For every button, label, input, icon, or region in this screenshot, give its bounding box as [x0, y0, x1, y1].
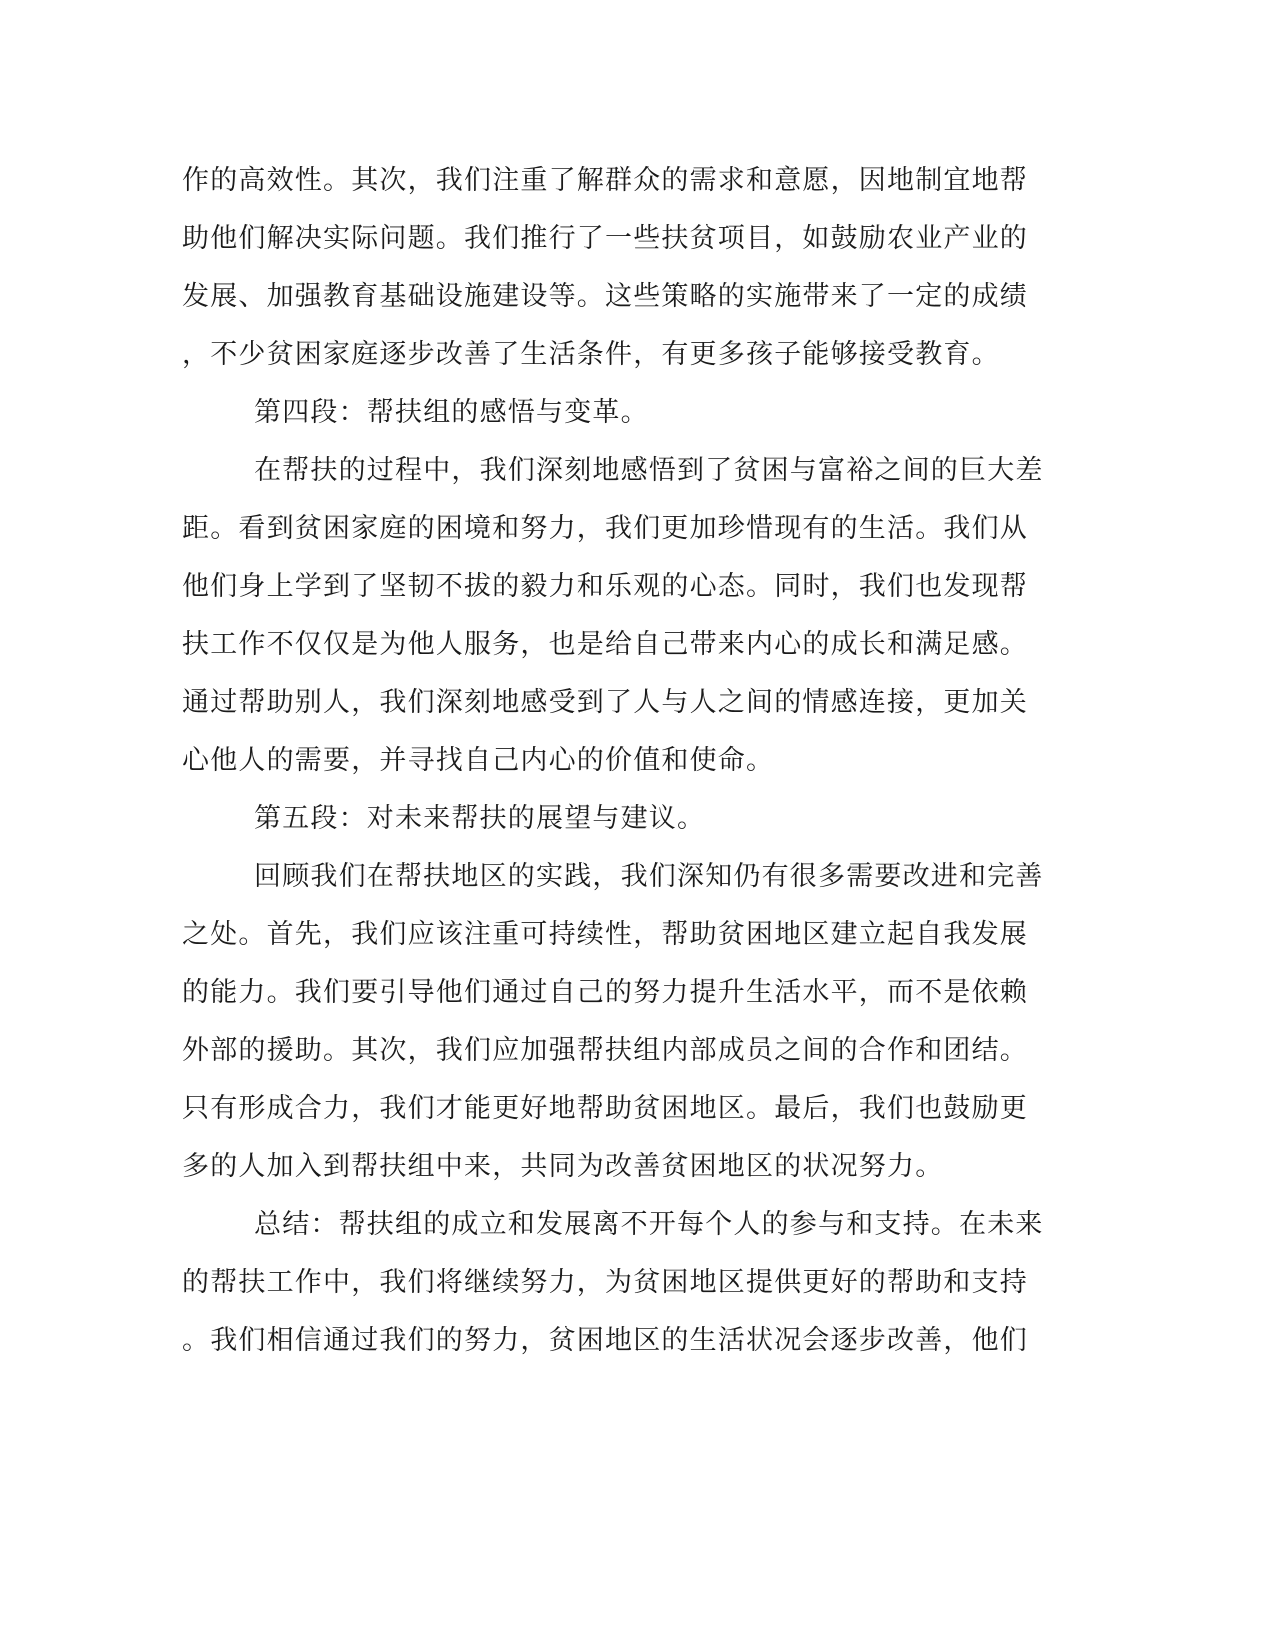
text-line: 总结：帮扶组的成立和发展离不开每个人的参与和支持。在未来 — [254, 1209, 1044, 1240]
text-line: 。我们相信通过我们的努力，贫困地区的生活状况会逐步改善，他们 — [182, 1325, 1028, 1356]
text-line: 的能力。我们要引导他们通过自己的努力提升生活水平，而不是依赖 — [182, 977, 1028, 1008]
text-line: 的帮扶工作中，我们将继续努力，为贫困地区提供更好的帮助和支持 — [182, 1267, 1028, 1298]
text-line: 心他人的需要，并寻找自己内心的价值和使命。 — [182, 745, 775, 776]
text-line: 多的人加入到帮扶组中来，共同为改善贫困地区的状况努力。 — [182, 1151, 944, 1182]
text-line: 距。看到贫困家庭的困境和努力，我们更加珍惜现有的生活。我们从 — [182, 513, 1028, 544]
text-line: 只有形成合力，我们才能更好地帮助贫困地区。最后，我们也鼓励更 — [182, 1093, 1028, 1124]
text-line: 助他们解决实际问题。我们推行了一些扶贫项目，如鼓励农业产业的 — [182, 223, 1028, 254]
text-line: 外部的援助。其次，我们应加强帮扶组内部成员之间的合作和团结。 — [182, 1035, 1028, 1066]
text-line: 之处。首先，我们应该注重可持续性，帮助贫困地区建立起自我发展 — [182, 919, 1028, 950]
text-line: 在帮扶的过程中，我们深刻地感悟到了贫困与富裕之间的巨大差 — [254, 455, 1044, 486]
text-line: 发展、加强教育基础设施建设等。这些策略的实施带来了一定的成绩 — [182, 281, 1028, 312]
text-line: 作的高效性。其次，我们注重了解群众的需求和意愿，因地制宜地帮 — [182, 165, 1028, 196]
text-line: 回顾我们在帮扶地区的实践，我们深知仍有很多需要改进和完善 — [254, 861, 1044, 892]
text-line: 通过帮助别人，我们深刻地感受到了人与人之间的情感连接，更加关 — [182, 687, 1028, 718]
text-line: 他们身上学到了坚韧不拔的毅力和乐观的心态。同时，我们也发现帮 — [182, 571, 1028, 602]
section-heading: 第五段：对未来帮扶的展望与建议。 — [254, 803, 706, 834]
text-line: ，不少贫困家庭逐步改善了生活条件，有更多孩子能够接受教育。 — [182, 339, 1000, 370]
section-heading: 第四段：帮扶组的感悟与变革。 — [254, 397, 649, 428]
text-line: 扶工作不仅仅是为他人服务，也是给自己带来内心的成长和满足感。 — [182, 629, 1028, 660]
